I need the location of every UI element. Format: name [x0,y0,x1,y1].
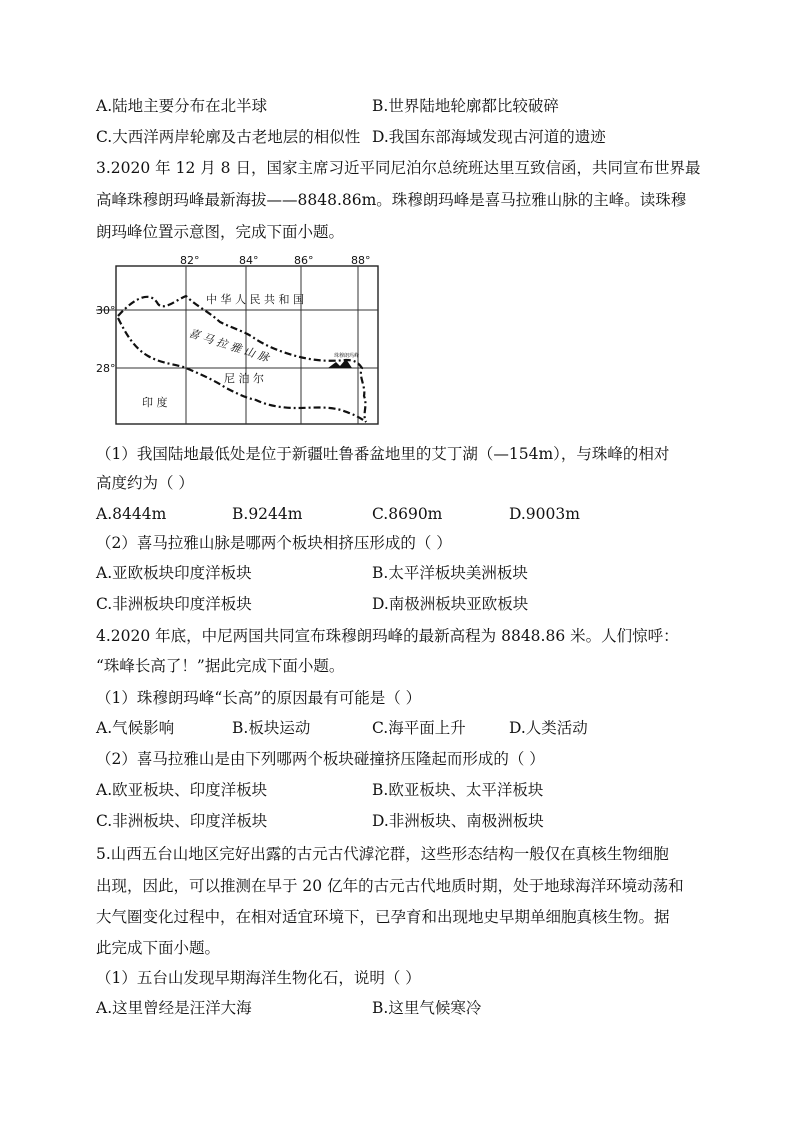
q5-sub1-option-a: A.这里曾经是汪洋大海 [96,999,252,1017]
q3-sub1-option-d: D.9003m [509,505,580,523]
q3-sub1-option-b: B.9244m [232,505,303,523]
q4-sub1-option-a: A.气候影响 [96,719,175,737]
lon-label-82: 82° [180,256,200,267]
q5-stem-line-3: 大气圈变化过程中，在相对适宜环境下，已孕育和出现地史早期单细胞真核生物。据 [96,908,670,926]
q3-sub1-stem-line-1: （1）我国陆地最低处是位于新疆吐鲁番盆地里的艾丁湖（—154m），与珠峰的相对 [96,445,670,463]
q4-sub2-option-a: A.欧亚板块、印度洋板块 [96,781,268,799]
label-peak: 珠穆朗玛峰 [334,353,360,359]
q4-stem-line-2: “珠峰长高了！”据此完成下面小题。 [96,657,345,675]
q4-sub2-option-b: B.欧亚板块、太平洋板块 [372,781,544,799]
q3-sub2-option-c: C.非洲板块印度洋板块 [96,595,252,613]
q3-sub2-option-d: D.南极洲板块亚欧板块 [372,595,529,613]
q3-sub2-option-a: A.亚欧板块印度洋板块 [96,564,252,582]
q4-sub1-option-b: B.板块运动 [232,719,311,737]
lat-label-28: 28° [96,362,116,375]
label-himalaya: 喜 马 拉 雅 山 脉 [187,326,271,365]
q4-sub2-option-d: D.非洲板块、南极洲板块 [372,812,544,830]
q5-stem-line-4: 此完成下面小题。 [96,939,221,957]
q3-sub2-option-b: B.太平洋板块美洲板块 [372,564,528,582]
label-china: 中 华 人 民 共 和 国 [206,293,304,306]
q4-sub1-stem: （1）珠穆朗玛峰“长高”的原因最有可能是（ ） [96,689,422,707]
q3-sub1-stem-line-2: 高度约为（ ） [96,474,194,492]
q4-sub1-option-d: D.人类活动 [509,719,588,737]
q5-stem-line-1: 5.山西五台山地区完好出露的古元古代滹沱群，这些形态结构一般仅在真核生物细胞 [96,845,669,863]
q3-stem-line-2: 高峰珠穆朗玛峰最新海拔——8848.86m。珠穆朗玛峰是喜马拉雅山脉的主峰。读珠穆 [96,191,687,209]
q5-stem-line-2: 出现，因此，可以推测在早于 20 亿年的古元古代地质时期，处于地球海洋环境动荡和 [96,877,684,895]
lon-label-86: 86° [294,256,314,267]
q3-sub2-stem: （2）喜马拉雅山脉是哪两个板块相挤压形成的（ ） [96,534,452,552]
lat-label-30: 30° [96,304,116,317]
q3-sub1-option-a: A.8444m [96,505,167,523]
q2-option-b: B.世界陆地轮廓都比较破碎 [372,97,559,115]
q4-sub2-stem: （2）喜马拉雅山是由下列哪两个板块碰撞挤压隆起而形成的（ ） [96,750,545,768]
q3-stem-line-3: 朗玛峰位置示意图，完成下面小题。 [96,223,345,241]
q4-stem-line-1: 4.2020 年底，中尼两国共同宣布珠穆朗玛峰的最新高程为 8848.86 米。人们惊呼： [96,627,679,645]
q5-sub1-stem: （1）五台山发现早期海洋生物化石，说明（ ） [96,969,421,987]
q2-option-d: D.我国东部海域发现古河道的遗迹 [372,128,606,146]
q3-sub1-option-c: C.8690m [372,505,443,523]
q3-stem-line-1: 3.2020 年 12 月 8 日，国家主席习近平同尼泊尔总统班达里互致信函，共同宣布世界最 [96,159,701,177]
lon-label-84: 84° [239,256,259,267]
label-nepal: 尼 泊 尔 [224,372,264,385]
everest-location-map [96,256,386,426]
q2-option-a: A.陆地主要分布在北半球 [96,97,268,115]
q4-sub2-option-c: C.非洲板块、印度洋板块 [96,812,268,830]
q4-sub1-option-c: C.海平面上升 [372,719,466,737]
lon-label-88: 88° [351,256,371,267]
label-india: 印 度 [142,396,168,409]
q5-sub1-option-b: B.这里气候寒冷 [372,999,482,1017]
q2-option-c: C.大西洋两岸轮廓及古老地层的相似性 [96,128,361,146]
